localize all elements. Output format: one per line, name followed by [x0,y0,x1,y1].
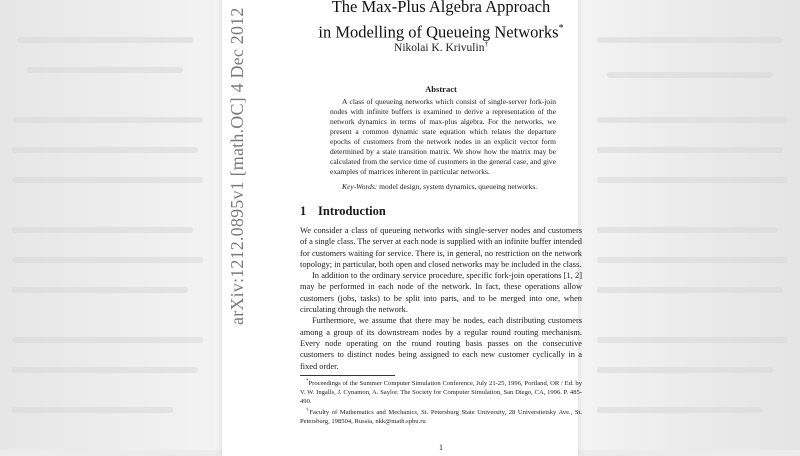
author-line [300,40,582,54]
paragraph: Furthermore, we assume that there may be nodes, each distributing customers among a group of its downstream nodes by a regular round routing mechanism. Every node operating on the round routing basis passes on the consecutive customers to distinct nodes being assigned to each new customer cyclically in a fixed order. [300,316,582,371]
author-name: Nikolai K. Krivulin [394,41,485,54]
title-footnote-mark: * [558,23,564,34]
background-right-blur [578,0,800,450]
title-line-1: The Max-Plus Algebra Approach [331,0,551,16]
abstract-heading: Abstract [425,84,457,94]
keywords-text: model design, system dynamics, queueing networks. [377,182,538,191]
section-title: Introduction [318,204,386,218]
footnote-1: *Proceedings of the Summer Computer Simulation Conference, July 21-25, 1996, Portland, OR / Ed. by V. W. Ingalls, J. Cynamon, A. Saylor. The Society for Computer Simulation, San Diego, CA, 1996. P. 485-490. [300,379,582,405]
footnote-2: †Faculty of Mathematics and Mechanics, St. Petersburg State University, 28 Universitetsky Ave., St. Petersburg, 198504, Russia, nkk@math.spbu.ru [300,407,582,425]
paper-title [300,0,582,44]
paragraph: We consider a class of queueing networks with single-server nodes and customers of a single class. The server at each node is supplied with an infinite buffer intended for customers waiting for service. There is, in general, no restriction on the network topology; in particular, both open and closed networks may be included in the class. [300,226,582,269]
footnote-rule [300,375,395,376]
introduction-body [300,225,582,372]
section-heading [300,204,386,219]
arxiv-identifier: arXiv:1212.0895v1 [math.OC] 4 Dec 2012 [227,7,247,325]
author-footnote-mark: † [484,40,488,48]
keywords-label: Key-Words: [342,182,378,191]
title-line-2: in Modelling of Queueing Networks* [318,22,564,42]
keywords [330,182,560,192]
paragraph: In addition to the ordinary service procedure, specific fork-join operations [1, 2] may be performed in each node of the network. In fact, these operations allow customers (jobs, tasks) to be split into parts, and to be merged into one, when circulating through the network. [300,271,582,315]
background-left-blur [0,0,222,450]
footnotes [300,378,582,426]
abstract-text: A class of queueing networks which consist of single-server fork-join nodes with infinite buffers is examined to derive a representation of the network dynamics in terms of max-plus algebra. For the networks, we present a common dynamic state equation which relates the departure epochs of customers from the network nodes in an explicit vector form determined by a state transition matrix. We show how the matrix may be calculated from the service time of customers in the general case, and give examples of matrices inherent in particular networks. [330,97,556,176]
page-number: 1 [439,443,443,452]
section-number: 1 [300,204,307,218]
